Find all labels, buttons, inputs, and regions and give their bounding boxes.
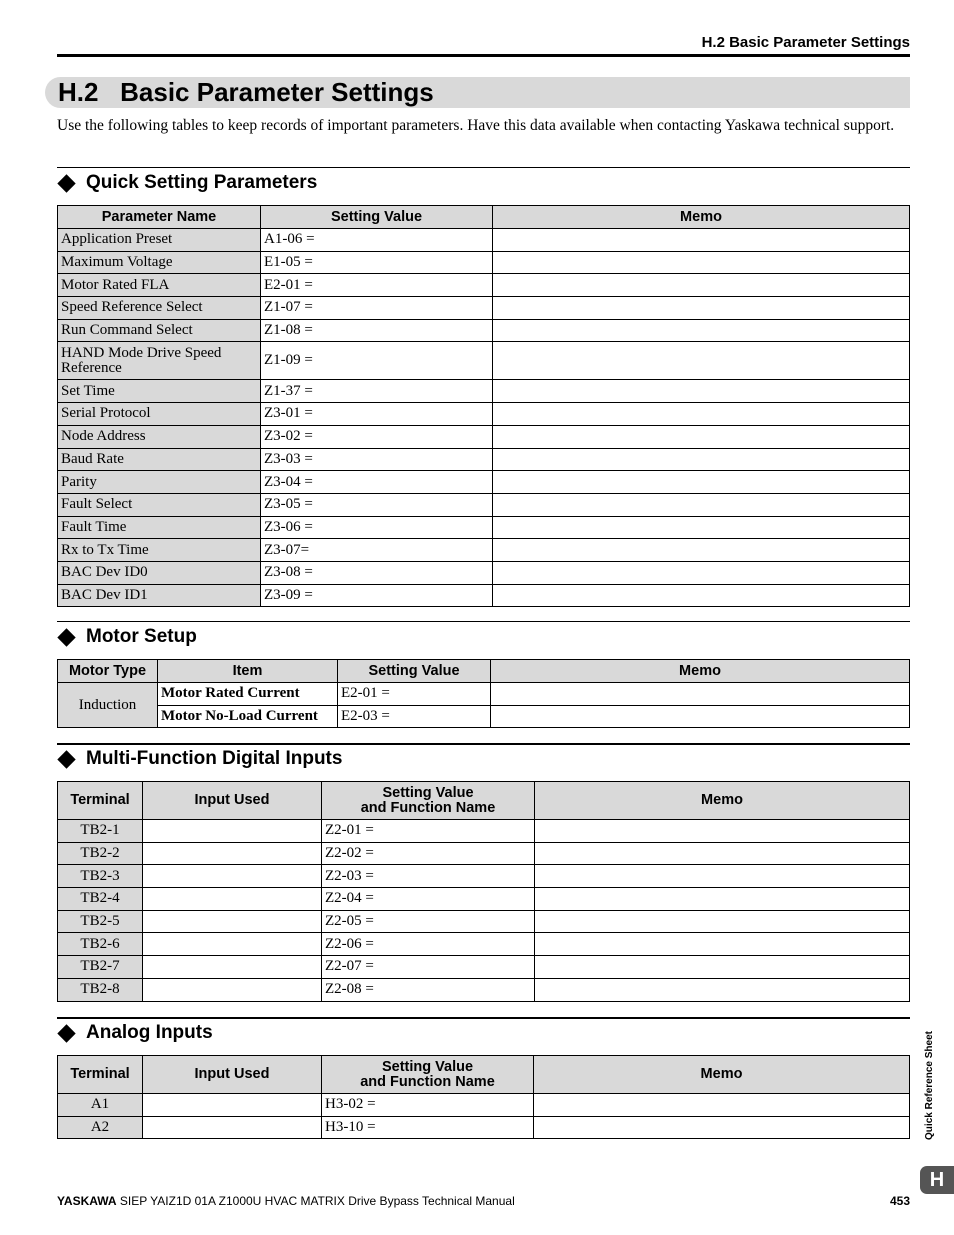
parameter-name: Node Address <box>58 425 261 448</box>
header-line: Setting Value <box>382 784 474 801</box>
setting-value-cell[interactable]: Z3-09 = <box>261 584 493 607</box>
column-header <box>322 1056 534 1094</box>
terminal-cell: TB2-3 <box>58 865 143 888</box>
subsection-motor-setup <box>57 626 197 648</box>
chapter-tab[interactable]: H <box>920 1166 954 1194</box>
subsection-heading: Analog Inputs <box>86 1022 213 1043</box>
setting-value-cell[interactable]: Z2-03 = <box>322 865 535 888</box>
memo-cell[interactable] <box>493 274 910 297</box>
side-tab-text: Quick Reference Sheet <box>923 1030 935 1140</box>
table-row <box>58 561 910 584</box>
setting-value-cell[interactable]: Z1-09 = <box>261 342 493 380</box>
header-line: and Function Name <box>360 799 496 816</box>
memo-cell[interactable] <box>493 493 910 516</box>
column-header: Motor Type <box>58 660 158 683</box>
table-row <box>58 888 910 911</box>
setting-value-cell[interactable]: E2-01 = <box>261 274 493 297</box>
setting-value-cell[interactable]: E2-03 = <box>338 705 491 728</box>
column-header: Memo <box>493 206 910 229</box>
setting-value-cell[interactable]: A1-06 = <box>261 229 493 252</box>
memo-cell[interactable] <box>493 403 910 426</box>
table-row <box>58 865 910 888</box>
setting-value-cell[interactable]: H3-10 = <box>322 1116 534 1139</box>
memo-cell[interactable] <box>493 584 910 607</box>
table-row <box>58 229 910 252</box>
memo-cell[interactable] <box>535 910 910 933</box>
memo-cell[interactable] <box>535 933 910 956</box>
table-header-row <box>58 206 910 229</box>
setting-value-cell[interactable]: Z3-02 = <box>261 425 493 448</box>
quick-setting-table <box>57 205 910 607</box>
setting-value-cell[interactable]: Z2-08 = <box>322 978 535 1001</box>
parameter-name: Motor Rated FLA <box>58 274 261 297</box>
memo-cell[interactable] <box>535 842 910 865</box>
memo-cell[interactable] <box>493 539 910 562</box>
footer-brand: YASKAWA <box>57 1194 117 1208</box>
input-used-cell[interactable] <box>143 842 322 865</box>
parameter-name: BAC Dev ID0 <box>58 561 261 584</box>
memo-cell[interactable] <box>535 956 910 979</box>
memo-cell[interactable] <box>535 888 910 911</box>
table-row <box>58 910 910 933</box>
memo-cell[interactable] <box>535 865 910 888</box>
terminal-cell: A2 <box>58 1116 143 1139</box>
header-line: and Function Name <box>360 1073 495 1090</box>
subsection-heading: Motor Setup <box>86 626 197 647</box>
table-row <box>58 933 910 956</box>
input-used-cell[interactable] <box>143 820 322 843</box>
setting-value-cell[interactable]: Z3-08 = <box>261 561 493 584</box>
footer-text: SIEP YAIZ1D 01A Z1000U HVAC MATRIX Drive Bypass Technical Manual <box>116 1194 515 1208</box>
column-header: Setting Value <box>261 206 493 229</box>
subsection-heading: Multi-Function Digital Inputs <box>86 748 343 769</box>
table-row <box>58 403 910 426</box>
diamond-bullet-icon <box>57 628 75 646</box>
table-row <box>58 539 910 562</box>
memo-cell[interactable] <box>534 1094 910 1117</box>
section-title <box>58 76 434 108</box>
column-header <box>322 782 535 820</box>
table-row <box>58 978 910 1001</box>
table-row <box>58 274 910 297</box>
memo-cell[interactable] <box>493 561 910 584</box>
memo-cell[interactable] <box>534 1116 910 1139</box>
analog-inputs-table <box>57 1055 910 1139</box>
setting-value-cell[interactable]: Z3-04 = <box>261 471 493 494</box>
parameter-name: Parity <box>58 471 261 494</box>
setting-value-cell[interactable]: Z3-07= <box>261 539 493 562</box>
subsection-rule <box>57 743 910 745</box>
subsection-rule <box>57 167 910 168</box>
setting-value-cell[interactable]: Z1-07 = <box>261 297 493 320</box>
terminal-cell: TB2-8 <box>58 978 143 1001</box>
subsection-rule <box>57 621 910 622</box>
parameter-name: Baud Rate <box>58 448 261 471</box>
memo-cell[interactable] <box>535 978 910 1001</box>
table-row <box>58 319 910 342</box>
terminal-cell: A1 <box>58 1094 143 1117</box>
running-header: H.2 Basic Parameter Settings <box>701 34 910 51</box>
parameter-name: Application Preset <box>58 229 261 252</box>
input-used-cell[interactable] <box>143 978 322 1001</box>
parameter-name: Fault Select <box>58 493 261 516</box>
digital-inputs-table <box>57 781 910 1002</box>
table-row <box>58 342 910 380</box>
table-row <box>58 683 910 706</box>
column-header: Input Used <box>143 1056 322 1094</box>
section-number: H.2 <box>58 77 99 107</box>
item-cell: Motor Rated Current <box>158 683 338 706</box>
memo-cell[interactable] <box>493 297 910 320</box>
input-used-cell[interactable] <box>143 910 322 933</box>
column-header: Terminal <box>58 782 143 820</box>
memo-cell[interactable] <box>493 319 910 342</box>
motor-setup-table <box>57 659 910 728</box>
memo-cell[interactable] <box>491 705 910 728</box>
table-row <box>58 842 910 865</box>
setting-value-cell[interactable]: Z2-04 = <box>322 888 535 911</box>
input-used-cell[interactable] <box>143 865 322 888</box>
parameter-name: Maximum Voltage <box>58 251 261 274</box>
memo-cell[interactable] <box>493 471 910 494</box>
header-rule <box>57 54 910 57</box>
setting-value-cell[interactable]: Z2-07 = <box>322 956 535 979</box>
table-row <box>58 956 910 979</box>
table-row <box>58 448 910 471</box>
column-header: Input Used <box>143 782 322 820</box>
table-row <box>58 380 910 403</box>
table-row <box>58 1116 910 1139</box>
input-used-cell[interactable] <box>143 1116 322 1139</box>
page-number: 453 <box>889 1194 910 1208</box>
parameter-name: Speed Reference Select <box>58 297 261 320</box>
parameter-name: Run Command Select <box>58 319 261 342</box>
column-header: Memo <box>535 782 910 820</box>
parameter-name: Rx to Tx Time <box>58 539 261 562</box>
intro-paragraph: Use the following tables to keep records of important parameters. Have this data available when contacting Yaskawa technical support. <box>57 117 895 134</box>
column-header: Memo <box>534 1056 910 1094</box>
parameter-name: Serial Protocol <box>58 403 261 426</box>
memo-cell[interactable] <box>493 516 910 539</box>
footer <box>57 1194 515 1208</box>
table-header-row <box>58 1056 910 1094</box>
parameter-name: BAC Dev ID1 <box>58 584 261 607</box>
table-row <box>58 584 910 607</box>
setting-value-cell[interactable]: Z3-06 = <box>261 516 493 539</box>
table-row <box>58 493 910 516</box>
side-tab-label <box>918 1020 940 1150</box>
terminal-cell: TB2-4 <box>58 888 143 911</box>
setting-value-cell[interactable]: Z2-02 = <box>322 842 535 865</box>
parameter-name: HAND Mode Drive Speed Reference <box>58 342 261 380</box>
table-row <box>58 425 910 448</box>
memo-cell[interactable] <box>493 448 910 471</box>
memo-cell[interactable] <box>493 229 910 252</box>
diamond-bullet-icon <box>57 174 75 192</box>
column-header: Setting Value <box>338 660 491 683</box>
memo-cell[interactable] <box>535 820 910 843</box>
setting-value-cell[interactable]: Z1-08 = <box>261 319 493 342</box>
subsection-digital-inputs <box>57 748 342 770</box>
setting-value-cell[interactable]: H3-02 = <box>322 1094 534 1117</box>
column-header: Item <box>158 660 338 683</box>
column-header: Memo <box>491 660 910 683</box>
terminal-cell: TB2-7 <box>58 956 143 979</box>
subsection-heading: Quick Setting Parameters <box>86 172 318 193</box>
input-used-cell[interactable] <box>143 1094 322 1117</box>
table-row <box>58 820 910 843</box>
table-row <box>58 705 910 728</box>
parameter-name: Fault Time <box>58 516 261 539</box>
terminal-cell: TB2-2 <box>58 842 143 865</box>
terminal-cell: TB2-5 <box>58 910 143 933</box>
setting-value-cell[interactable]: E1-05 = <box>261 251 493 274</box>
table-header-row <box>58 782 910 820</box>
input-used-cell[interactable] <box>143 956 322 979</box>
setting-value-cell[interactable]: Z1-37 = <box>261 380 493 403</box>
memo-cell[interactable] <box>493 251 910 274</box>
subsection-analog-inputs <box>57 1022 213 1044</box>
column-header: Terminal <box>58 1056 143 1094</box>
memo-cell[interactable] <box>493 342 910 380</box>
header-line: Setting Value <box>381 1058 474 1075</box>
item-cell: Motor No-Load Current <box>158 705 338 728</box>
terminal-cell: TB2-1 <box>58 820 143 843</box>
subsection-quick-setting <box>57 172 317 194</box>
table-row <box>58 251 910 274</box>
setting-value-cell[interactable]: Z2-01 = <box>322 820 535 843</box>
section-title-text: Basic Parameter Settings <box>120 77 434 107</box>
motor-type-cell: Induction <box>58 683 158 728</box>
subsection-rule <box>57 1017 910 1019</box>
setting-value-cell[interactable]: Z2-06 = <box>322 933 535 956</box>
setting-value-cell[interactable]: E2-01 = <box>338 683 491 706</box>
setting-value-cell[interactable]: Z3-03 = <box>261 448 493 471</box>
setting-value-cell[interactable]: Z2-05 = <box>322 910 535 933</box>
parameter-name: Set Time <box>58 380 261 403</box>
table-row <box>58 297 910 320</box>
table-header-row <box>58 660 910 683</box>
table-row <box>58 1094 910 1117</box>
memo-cell[interactable] <box>491 683 910 706</box>
memo-cell[interactable] <box>493 425 910 448</box>
diamond-bullet-icon <box>57 750 75 768</box>
setting-value-cell[interactable]: Z3-05 = <box>261 493 493 516</box>
input-used-cell[interactable] <box>143 933 322 956</box>
setting-value-cell[interactable]: Z3-01 = <box>261 403 493 426</box>
diamond-bullet-icon <box>57 1024 75 1042</box>
terminal-cell: TB2-6 <box>58 933 143 956</box>
column-header: Parameter Name <box>58 206 261 229</box>
input-used-cell[interactable] <box>143 888 322 911</box>
table-row <box>58 516 910 539</box>
memo-cell[interactable] <box>493 380 910 403</box>
table-row <box>58 471 910 494</box>
